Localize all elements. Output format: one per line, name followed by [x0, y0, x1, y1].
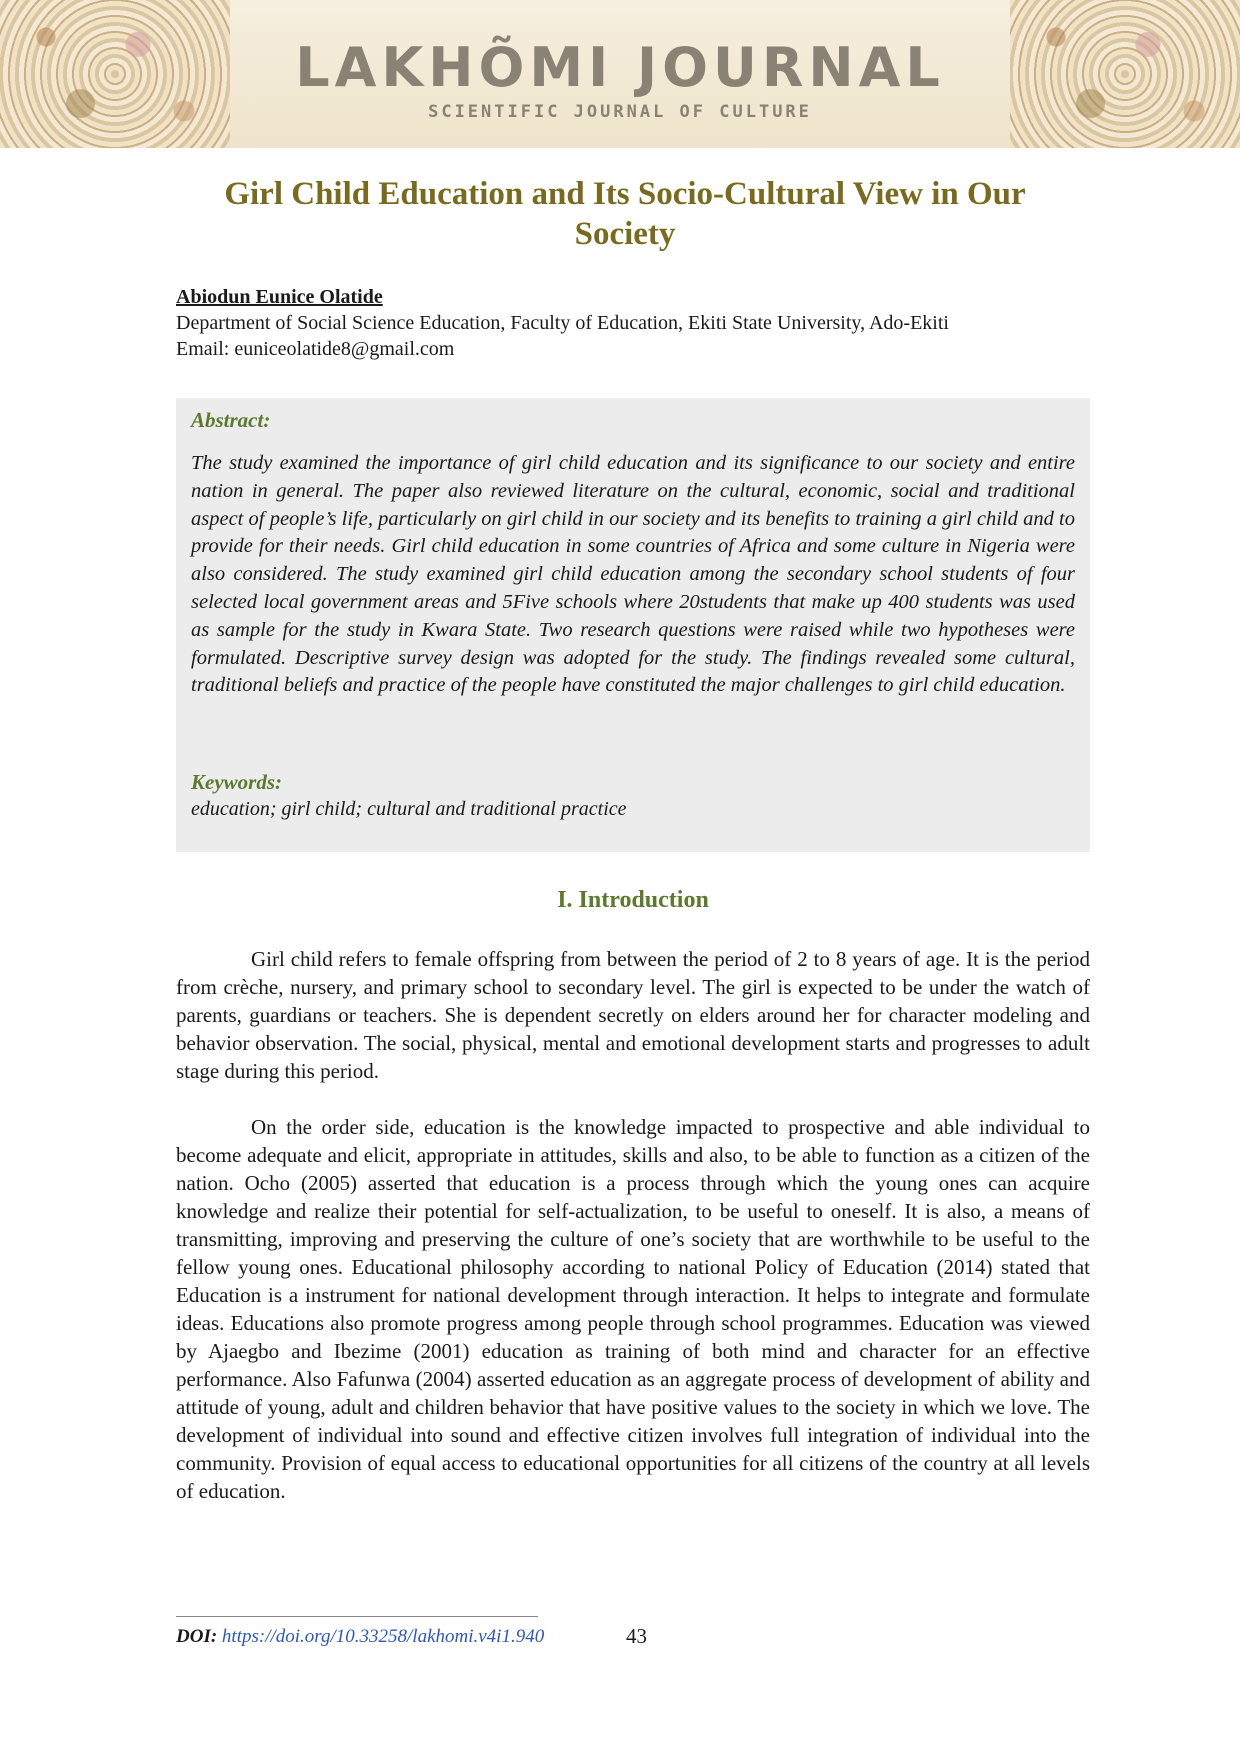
journal-banner: [0, 0, 1240, 148]
footnote-divider: [176, 1616, 538, 1617]
abstract-text: The study examined the importance of girl child education and its significance to our society and entire nation in general. The paper also reviewed literature on the cultural, economic, social and traditional aspect of people’s life, particularly on girl child in our society and its benefits to training a girl child and to provide for their needs. Girl child education in some countries of Africa and some culture in Nigeria were also considered. The study examined girl child education among the secondary school students of four selected local government areas and 5Five schools where 20students that make up 400 students was used as sample for the study in Kwara State. Two research questions were raised while two hypotheses were formulated. Descriptive survey design was adopted for the study. The findings revealed some cultural, traditional beliefs and practice of the people have constituted the major challenges to girl child education.: [191, 452, 1075, 697]
author-affiliation: Department of Social Science Education, Faculty of Education, Ekiti State University, Ado-Ekiti: [176, 312, 949, 334]
paper-title: Girl Child Education and Its Socio-Cultural View in Our Society: [224, 176, 1026, 252]
page-number: 43: [626, 1624, 647, 1648]
author-name: Abiodun Eunice Olatide: [176, 286, 383, 308]
doi-link[interactable]: https://doi.org/10.33258/lakhomi.v4i1.940: [221, 1626, 545, 1647]
introduction-paragraph-2: On the order side, education is the knowledge impacted to prospective and able individual to become adequate and elicit, appropriate in attitudes, skills and also, to be able to function as a citizen of the nation. Ocho (2005) asserted that education is a process through which the young ones can acquire knowledge and realize their potential for self-actualization, to be useful to oneself. It is also, a means of transmitting, improving and preserving the culture of one’s society that are worthwhile to be useful to the fellow young ones. Educational philosophy according to national Policy of Education (2014) stated that Education is a instrument for national development through interaction. It helps to integrate and formulate ideas. Educations also promote progress among people through school programmes. Education was viewed by Ajaegbo and Ibezime (2001) education as training of both mind and character for an effective performance. Also Fafunwa (2004) asserted education as an aggregate process of development of ability and attitude of young, adult and children behavior that have positive values to the society in which we love. The development of individual into sound and effective citizen involves full integration of individual into the community. Provision of equal access to educational opportunities for all citizens of the country at all levels of education.: [176, 1115, 1090, 1503]
keywords-heading: Keywords:: [191, 770, 282, 794]
doi-line: [176, 1626, 544, 1648]
journal-title: LAKHÕMI JOURNAL: [295, 36, 945, 99]
abstract-box: [176, 398, 1090, 852]
section-heading-introduction: I. Introduction: [557, 887, 709, 913]
abstract-heading: Abstract:: [191, 408, 271, 432]
keywords-text: education; girl child; cultural and traditional practice: [191, 798, 627, 820]
introduction-paragraph-1: Girl child refers to female offspring from between the period of 2 to 8 years of age. It is the period from crèche, nursery, and primary school to secondary level. The girl is expected to be under the watch of parents, guardians or teachers. She is dependent secretly on elders around her for character modeling and behavior observation. The social, physical, mental and emotional development starts and progresses to adult stage during this period.: [176, 947, 1090, 1083]
doi-label: DOI:: [176, 1626, 218, 1647]
author-email: Email: euniceolatide8@gmail.com: [176, 338, 455, 360]
author-block: [176, 284, 949, 362]
journal-subtitle: SCIENTIFIC JOURNAL OF CULTURE: [428, 102, 812, 122]
